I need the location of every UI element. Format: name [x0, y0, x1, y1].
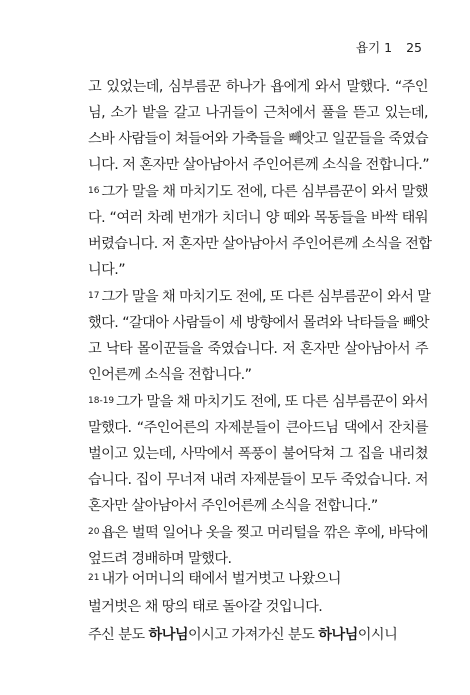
text-line: 벌이고 있는데, 사막에서 폭풍이 불어닥쳐 그 집을 내리쳤: [88, 446, 428, 462]
verse-text: 그가 말을 채 마치기도 전에, 또 다른 심부름꾼이 와서 말: [101, 289, 431, 305]
text-line: 인어른께 소식을 전합니다.”: [88, 367, 252, 383]
verse-text: 그가 말을 채 마치기도 전에, 또 다른 심부름꾼이 와서: [116, 394, 429, 410]
text-line: 버렸습니다. 저 혼자만 살아남아서 주인어른께 소식을 전합: [88, 236, 432, 252]
text-line: 니다. 저 혼자만 살아남아서 주인어른께 소식을 전합니다.”: [88, 157, 430, 173]
text-line: 했다. “갈대아 사람들이 세 방향에서 몰려와 낙타들을 빼앗: [88, 315, 430, 331]
poem-line: 내가 어머니의 태에서 벌거벗고 나왔으니: [101, 571, 341, 587]
verse-line: [88, 283, 431, 310]
verse-number: 18-19: [88, 396, 115, 406]
poem-block: [88, 564, 428, 649]
text-line: 엎드려 경배하며 말했다.: [88, 551, 232, 567]
poem-line: 벌거벗은 채 땅의 태로 돌아갈 것입니다.: [88, 599, 323, 615]
text-line: 고 낙타 몰이꾼들을 죽였습니다. 저 혼자만 살아남아서 주: [88, 341, 428, 357]
text-line: 님, 소가 밭을 갈고 나귀들이 근처에서 풀을 뜯고 있는데,: [88, 105, 428, 121]
verse-number: 20: [88, 527, 100, 537]
verse-line: [88, 519, 428, 546]
text-line: 고 있었는데, 심부름꾼 하나가 욥에게 와서 말했다. “주인: [88, 79, 428, 95]
text-line: 다. “여러 차례 번개가 치더니 양 떼와 목동들을 바싹 태워: [88, 210, 428, 226]
poem-line: 주신 분도 하나님이시고 가져가신 분도 하나님이시니: [88, 627, 398, 643]
text-line: 습니다. 집이 무너져 내려 자제분들이 모두 죽었습니다. 저: [88, 472, 428, 488]
verse-text: 욥은 벌떡 일어나 옷을 찢고 머리털을 깎은 후에, 바닥에: [101, 525, 428, 541]
emphasized-word: 하나님: [318, 627, 358, 643]
emphasized-word: 하나님: [148, 627, 189, 643]
text-line: 혼자만 살아남아서 주인어른께 소식을 전합니다.”: [88, 498, 378, 514]
running-header: [356, 38, 422, 56]
verse-line: [88, 388, 428, 415]
text-line: 말했다. “주인어른의 자제분들이 큰아드님 댁에서 잔치를: [88, 420, 428, 436]
page-number: 25: [406, 40, 422, 55]
verse-number: 16: [88, 186, 100, 196]
verse-line: [88, 564, 428, 593]
verse-number: 21: [88, 573, 100, 583]
book-title: 욥기 1: [356, 40, 393, 55]
verse-text: 그가 말을 채 마치기도 전에, 다른 심부름꾼이 와서 말했: [101, 184, 428, 200]
verse-line: [88, 178, 428, 205]
verse-number: 17: [88, 291, 100, 301]
prose-body: [88, 74, 432, 572]
text-line: 스바 사람들이 쳐들어와 가축들을 빼앗고 일꾼들을 죽였습: [88, 131, 428, 147]
text-line: 니다.”: [88, 262, 126, 278]
